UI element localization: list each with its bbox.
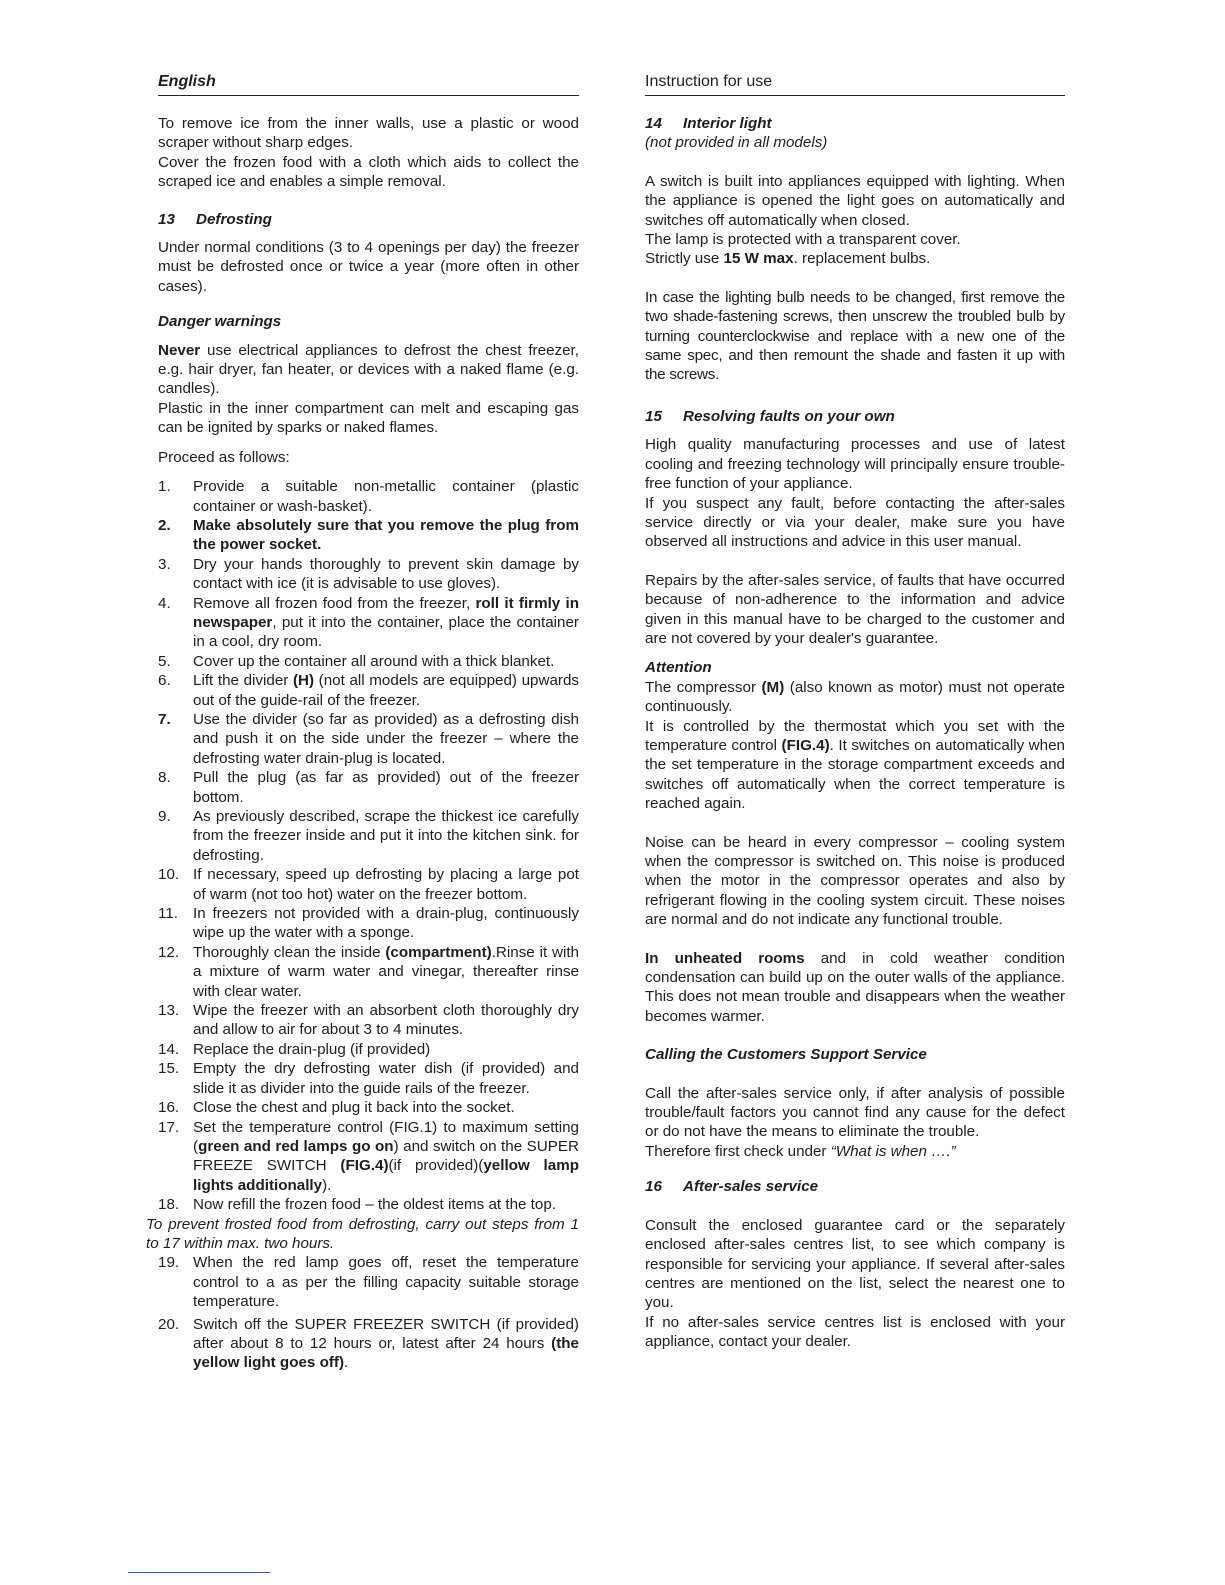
danger-warnings-title: Danger warnings <box>158 313 282 331</box>
step-number: 1. <box>158 478 171 496</box>
list-item <box>158 865 579 904</box>
unheated-emphasis: In unheated rooms <box>645 949 805 967</box>
step-number: 17. <box>158 1118 180 1136</box>
step-text: .Rinse it with a mixture of warm water and vinegar, thereafter rinse with clear water. <box>193 943 579 1000</box>
step-text: Dry your hands thoroughly to prevent skin damage by contact with ice (it is advisable to use gloves). <box>193 555 579 593</box>
list-item <box>158 710 579 768</box>
faults-paragraph-2: If you suspect any fault, before contacting the after-sales service directly or via your dealer, make sure you have observed all instructions and advice in this user manual. <box>645 494 1065 551</box>
list-item <box>158 1098 579 1117</box>
step-text: Cover up the container all around with a thick blanket. <box>193 652 555 670</box>
step-number: 20. <box>158 1315 180 1333</box>
attention-paragraph-1 <box>645 678 1065 717</box>
step-number: 10. <box>158 866 180 884</box>
danger-paragraph-1 <box>158 341 579 399</box>
step-number: 8. <box>158 769 171 787</box>
defrosting-paragraph: Under normal conditions (3 to 4 openings per day) the freezer must be defrosted once or twice a year (more often in other cases). <box>158 239 579 295</box>
text: Therefore first check under <box>645 1142 831 1160</box>
section-14-title <box>645 114 1065 133</box>
section-title-text: After-sales service <box>683 1178 819 1196</box>
reference-emphasis: “What is when ….” <box>830 1142 956 1160</box>
step-text: Make absolutely sure that you remove the plug from the power socket. <box>193 516 579 554</box>
step-text: When the red lamp goes off, reset the temperature control to a as per the filling capacity suitable storage temperature. <box>193 1254 579 1311</box>
step-text: Empty the dry defrosting water dish (if provided) and slide it as divider into the guide rails of the freezer. <box>193 1060 579 1097</box>
step-text: Wipe the freezer with an absorbent cloth thoroughly dry and allow to air for about 3 to 4 minutes. <box>193 1002 579 1039</box>
section-number: 13 <box>158 210 175 228</box>
section-16-title <box>645 1177 1065 1196</box>
step-number: 7. <box>158 710 171 728</box>
defrost-note: To prevent frosted food from defrosting, carry out steps from 1 to 17 within max. two hours. <box>146 1215 579 1252</box>
text: . replacement bulbs. <box>793 250 931 268</box>
step-emphasis: (H) <box>292 672 315 690</box>
step-number: 5. <box>158 652 171 670</box>
interior-light-paragraph-2: The lamp is protected with a transparent cover. <box>645 231 961 249</box>
step-text: Use the divider (so far as provided) as a defrosting dish and push it on the side under the freezer – where the defrosting water drain-plug is located. <box>193 710 579 767</box>
list-item <box>158 1195 579 1214</box>
text: . It switches on automatically when the set temperature in the storage compartment exceeds and switches off automatically when the correct temperature is reached again. <box>645 736 1065 813</box>
step-number: 13. <box>158 1002 180 1020</box>
step-text: Provide a suitable non-metallic container (plastic container or wash-basket). <box>193 478 579 515</box>
list-item <box>158 516 579 555</box>
instruction-header: Instruction for use <box>645 72 1065 96</box>
step-text: Thoroughly clean the inside <box>193 943 386 961</box>
step-number: 19. <box>158 1254 180 1272</box>
never-emphasis: Never <box>158 341 201 359</box>
text: It is controlled by the thermostat which you set with the temperature control <box>645 717 1065 754</box>
section-13-title <box>158 210 579 229</box>
list-item <box>158 1315 579 1373</box>
step-text: In freezers not provided with a drain-plug, continuously wipe up the water with a sponge. <box>193 905 579 942</box>
text: and in cold weather condition condensation can build up on the outer walls of the appliance. This does not mean trouble and disappears when the weather becomes warmer. <box>645 949 1065 1025</box>
list-item <box>158 594 579 652</box>
section-number: 16 <box>645 1178 662 1196</box>
section-number: 14 <box>645 115 662 132</box>
faults-paragraph-1: High quality manufacturing processes and use of latest cooling and freezing technology will principally ensure trouble-free function of your appliance. <box>645 436 1065 493</box>
section-title-text: Resolving faults on your own <box>683 407 895 425</box>
intro-paragraph-1: To remove ice from the inner walls, use a plastic or wood scraper without sharp edges. <box>158 115 579 152</box>
step-text: ). <box>322 1176 332 1194</box>
step-number: 16. <box>158 1099 180 1117</box>
list-item <box>158 652 579 671</box>
section-title-text: Defrosting <box>196 210 272 228</box>
after-sales-paragraph-2: If no after-sales service centres list is enclosed with your appliance, contact your dealer. <box>645 1313 1065 1351</box>
step-number: 4. <box>158 594 171 612</box>
attention-paragraph-3: Noise can be heard in every compressor – cooling system when the compressor is switched on. This noise is produced when the motor in the compressor operates and also by refrigerant flowing in the cooling system circuit. These noises are normal and do not indicate any functional trouble. <box>645 833 1065 929</box>
step-emphasis: (FIG.4) <box>340 1157 389 1175</box>
step-number: 12. <box>158 943 180 961</box>
step-text: (not all models are equipped) upwards out of the guide-rail of the freezer. <box>193 672 579 709</box>
step-emphasis: (the yellow light goes off) <box>193 1334 579 1372</box>
step-text: If necessary, speed up defrosting by placing a large pot of warm (not too hot) water on the freezer bottom. <box>193 866 579 903</box>
step-text: ) and switch on the SUPER FREEZE SWITCH <box>193 1137 579 1175</box>
list-item <box>158 943 579 1001</box>
intro-paragraph-2: Cover the frozen food with a cloth which aids to collect the scraped ice and enables a simple removal. <box>158 153 579 191</box>
section-title-text: Interior light <box>683 115 772 132</box>
step-text: . <box>344 1354 349 1372</box>
step-number: 15. <box>158 1060 180 1078</box>
step-number: 2. <box>158 516 171 534</box>
section-14-subtitle: (not provided in all models) <box>645 134 828 152</box>
step-emphasis: (compartment) <box>385 943 492 961</box>
step-text: Now refill the frozen food – the oldest items at the top. <box>193 1196 557 1214</box>
language-header: English <box>158 72 579 96</box>
step-text: As previously described, scrape the thickest ice carefully from the freezer inside and put it into the kitchen sink. for defrosting. <box>193 808 579 864</box>
list-item <box>158 477 579 516</box>
step-number: 6. <box>158 672 171 690</box>
list-item <box>158 1059 579 1098</box>
step-text: Switch off the SUPER FREEZER SWITCH (if provided) after about 8 to 12 hours or, latest after 24 hours <box>193 1315 579 1352</box>
faults-paragraph-3: Repairs by the after-sales service, of faults that have occurred because of non-adherence to the information and advice given in this manual have to be charged to the customer and are not covered by your dealer's guarantee. <box>645 571 1065 647</box>
footnote-separator <box>128 1572 270 1573</box>
list-item <box>158 1253 579 1311</box>
wattage-emphasis: 15 W max <box>723 250 794 268</box>
list-item <box>158 1040 579 1059</box>
list-item <box>158 904 579 943</box>
left-column <box>146 72 579 1373</box>
step-number: 9. <box>158 808 171 825</box>
calling-paragraph-2 <box>645 1142 1065 1161</box>
step-number: 14. <box>158 1040 180 1058</box>
interior-light-paragraph-1: A switch is built into appliances equipped with lighting. When the appliance is opened the light goes on automatically and switches off automatically when closed. <box>645 172 1065 229</box>
danger-paragraph-2: Plastic in the inner compartment can melt and escaping gas can be ignited by sparks or naked flames. <box>158 399 579 437</box>
step-text: Remove all frozen food from the freezer, <box>193 594 476 612</box>
calling-paragraph-1: Call the after-sales service only, if after analysis of possible trouble/fault factors you cannot find any cause for the defect or do not have the means to eliminate the trouble. <box>645 1084 1065 1141</box>
fig-emphasis: (FIG.4) <box>781 736 830 754</box>
step-text: Pull the plug (as far as provided) out of the freezer bottom. <box>193 769 579 806</box>
proceed-text: Proceed as follows: <box>158 448 290 466</box>
list-item <box>158 807 579 865</box>
list-item <box>158 768 579 807</box>
section-15-title <box>645 407 1065 426</box>
interior-light-paragraph-3 <box>645 249 1065 268</box>
calling-support-title: Calling the Customers Support Service <box>645 1046 927 1064</box>
step-text: Lift the divider <box>193 672 293 690</box>
step-emphasis: green and red lamps go on <box>198 1137 394 1155</box>
list-item <box>158 1118 579 1196</box>
attention-paragraph-4 <box>645 949 1065 1027</box>
section-number: 15 <box>645 407 662 425</box>
step-number: 18. <box>158 1196 180 1214</box>
right-column <box>645 72 1065 1352</box>
step-text: Close the chest and plug it back into the socket. <box>193 1099 515 1117</box>
danger-text: use electrical appliances to defrost the chest freezer, e.g. hair dryer, fan heater, or devices with a naked flame (e.g. candles). <box>158 341 579 398</box>
step-emphasis: yellow lamp lights additionally <box>193 1157 579 1194</box>
step-number: 3. <box>158 555 171 573</box>
step-emphasis: roll it firmly in newspaper <box>193 594 579 631</box>
step-text: , put it into the container, place the container in a cool, dry room. <box>193 613 579 651</box>
step-text: Set the temperature control (FIG.1) to maximum setting ( <box>193 1118 579 1155</box>
step-number: 11. <box>158 905 178 923</box>
step-text: (if provided)( <box>388 1157 484 1175</box>
bulb-change-paragraph: In case the lighting bulb needs to be changed, first remove the two shade-fastening screws, then unscrew the troubled bulb by turning counterclockwise and replace with a new one of the same spec, and then remount the shade and fasten it up with the screws. <box>645 288 1065 384</box>
list-item <box>158 1001 579 1040</box>
text: Strictly use <box>645 250 724 268</box>
attention-paragraph-2 <box>645 717 1065 814</box>
after-sales-paragraph-1: Consult the enclosed guarantee card or the separately enclosed after-sales centres list, to see which company is responsible for servicing your appliance. If several after-sales centres are mentioned on the list, select the nearest one to you. <box>645 1216 1065 1312</box>
attention-title: Attention <box>645 659 712 677</box>
step-text: Replace the drain-plug (if provided) <box>193 1040 431 1058</box>
list-item <box>158 671 579 710</box>
motor-emphasis: (M) <box>761 678 785 696</box>
defrost-steps-list-continued <box>158 1253 579 1372</box>
defrost-steps-list <box>158 477 579 1214</box>
text: The compressor <box>645 678 762 696</box>
text: (also known as motor) must not operate continuously. <box>645 678 1065 716</box>
list-item <box>158 555 579 594</box>
